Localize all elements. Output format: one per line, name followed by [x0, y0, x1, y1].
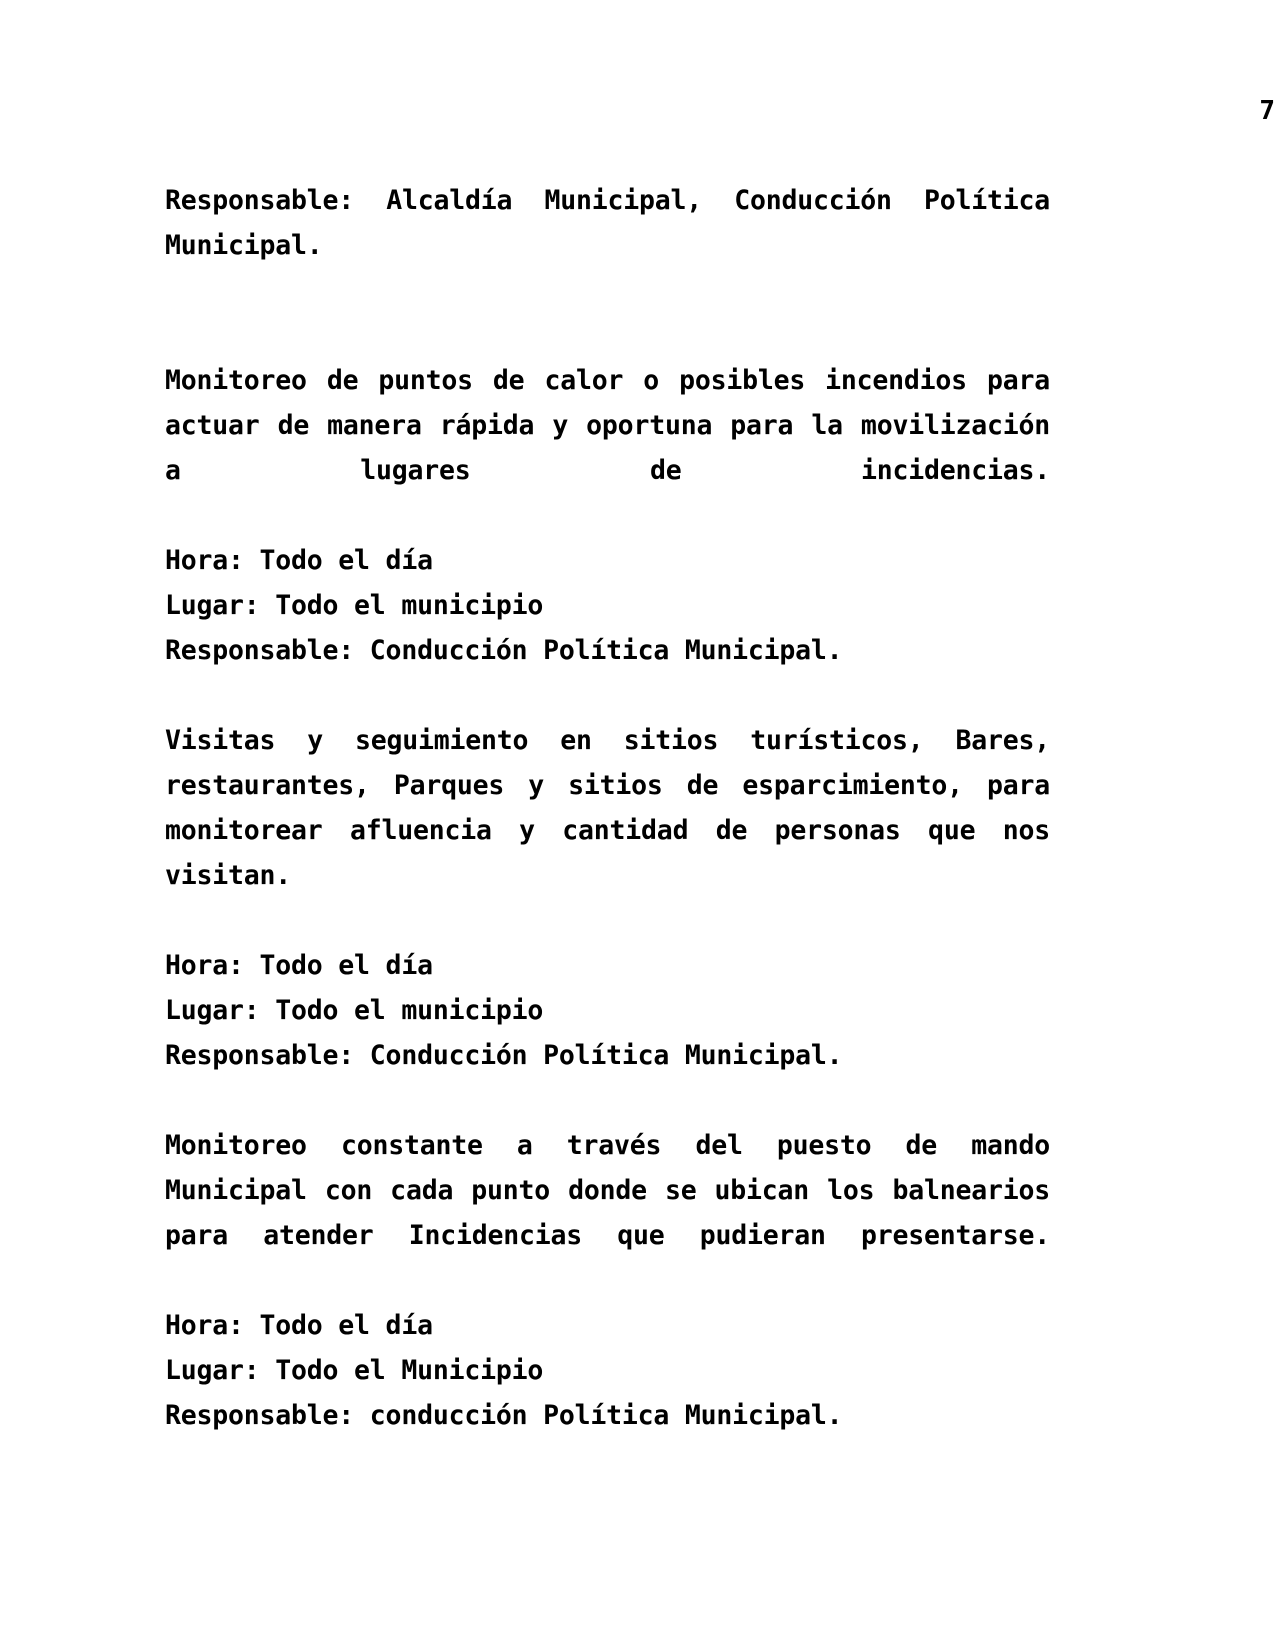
paragraph-monitoreo-puntos-calor: Monitoreo de puntos de calor o posibles incendios para actuar de manera rápida y oportuna para la movilización a lugares de incidencias. [165, 365, 1050, 486]
text-block [165, 178, 1050, 313]
detail-responsable: Responsable: conducción Política Municipal. [165, 1400, 843, 1431]
detail-responsable: Responsable: Conducción Política Municipal. [165, 1040, 843, 1071]
paragraph-responsable-alcaldia: Responsable: Alcaldía Municipal, Conducción Política Municipal. [165, 185, 1050, 261]
page-number: 7 [1259, 96, 1275, 126]
detail-hora: Hora: Todo el día [165, 1310, 433, 1341]
paragraph-monitoreo-puesto-mando: Monitoreo constante a través del puesto de mando Municipal con cada punto donde se ubican los balnearios para atender Incidencias que pudieran presentarse. [165, 1130, 1050, 1251]
paragraph-spacer [165, 313, 1050, 358]
paragraph-spacer [165, 673, 1050, 718]
paragraph-visitas-sitios-turisticos: Visitas y seguimiento en sitios turísticos, Bares, restaurantes, Parques y sitios de esparcimiento, para monitorear afluencia y cantidad de personas que nos visitan. [165, 725, 1050, 891]
text-block [165, 358, 1050, 673]
detail-hora: Hora: Todo el día [165, 950, 433, 981]
detail-lugar: Lugar: Todo el municipio [165, 995, 544, 1026]
paragraph-spacer [165, 1078, 1050, 1123]
detail-hora: Hora: Todo el día [165, 545, 433, 576]
detail-lugar: Lugar: Todo el Municipio [165, 1355, 544, 1386]
text-block [165, 1123, 1050, 1438]
text-block [165, 718, 1050, 1078]
document-body [165, 178, 1050, 1438]
detail-responsable: Responsable: Conducción Política Municipal. [165, 635, 843, 666]
detail-lugar: Lugar: Todo el municipio [165, 590, 544, 621]
